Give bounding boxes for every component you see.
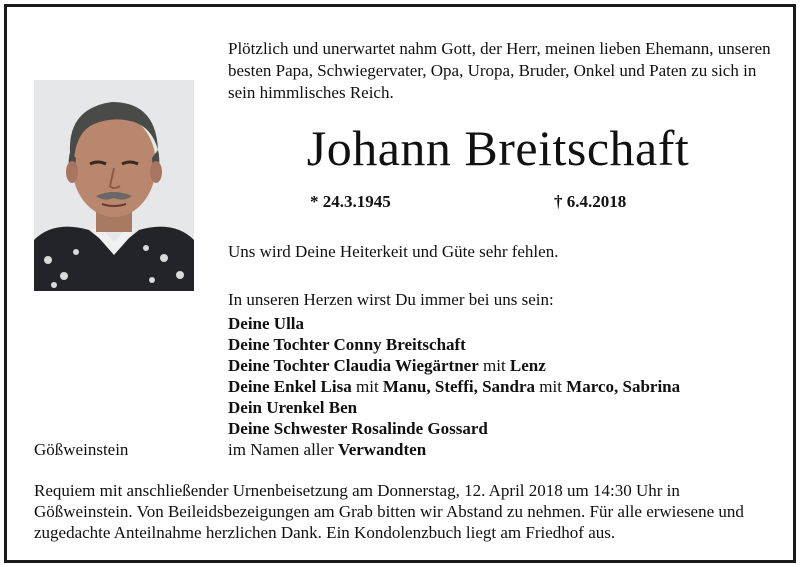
relatives-bold: Verwandten xyxy=(338,440,427,459)
mourners-list xyxy=(228,313,680,439)
service-info: Requiem mit anschließender Urnenbeisetzung am Donnerstag, 12. April 2018 um 14:30 Uhr in Gößweinstein. Von Beileidsbezeigungen am Grab bitten wir Abstand zu nehmen. Für alle erwiesene und zugedachte Anteilnahme herzlichen Dank. Ein Kondolenzbuch liegt am Friedhof aus. xyxy=(34,481,744,542)
relatives-line xyxy=(228,440,426,460)
remembrance-line: Uns wird Deine Heiterkeit und Güte sehr fehlen. xyxy=(228,242,559,261)
hearts-line: In unseren Herzen wirst Du immer bei uns sein: xyxy=(228,290,554,309)
mourner-name: Deine Ulla xyxy=(228,314,305,333)
mourner-line xyxy=(228,397,680,418)
place-name: Gößweinstein xyxy=(34,440,129,459)
mourner-line xyxy=(228,355,680,376)
mourner-line xyxy=(228,376,680,397)
mourner-name: Lenz xyxy=(509,356,546,375)
mourner-name: Manu, Steffi, Sandra xyxy=(382,377,535,396)
connector-text: mit xyxy=(351,377,383,396)
relatives-prefix: im Namen aller xyxy=(228,440,338,459)
mourner-name: Deine Enkel Lisa xyxy=(228,377,352,396)
death-date: † 6.4.2018 xyxy=(554,192,627,211)
mourner-line xyxy=(228,418,680,439)
mourner-name: Deine Schwester Rosalinde Gossard xyxy=(228,419,488,438)
deceased-name: Johann Breitschaft xyxy=(306,120,690,176)
birth-date: * 24.3.1945 xyxy=(310,192,391,211)
portrait-photo xyxy=(34,80,194,291)
mourner-name: Deine Tochter Claudia Wiegärtner xyxy=(228,356,479,375)
intro-text: Plötzlich und unerwartet nahm Gott, der Herr, meinen lieben Ehemann, unseren besten Papa, Schwiegervater, Opa, Uropa, Bruder, Onkel und Paten zu sich in sein himmlisches Reich. xyxy=(228,39,771,102)
portrait-illustration xyxy=(34,80,194,291)
mourner-name: Deine Tochter Conny Breitschaft xyxy=(228,335,466,354)
connector-text: mit xyxy=(478,356,510,375)
mourner-name: Marco, Sabrina xyxy=(566,377,681,396)
mourner-line xyxy=(228,334,680,355)
mourner-name: Dein Urenkel Ben xyxy=(228,398,358,417)
mourner-line xyxy=(228,313,680,334)
connector-text: mit xyxy=(535,377,567,396)
